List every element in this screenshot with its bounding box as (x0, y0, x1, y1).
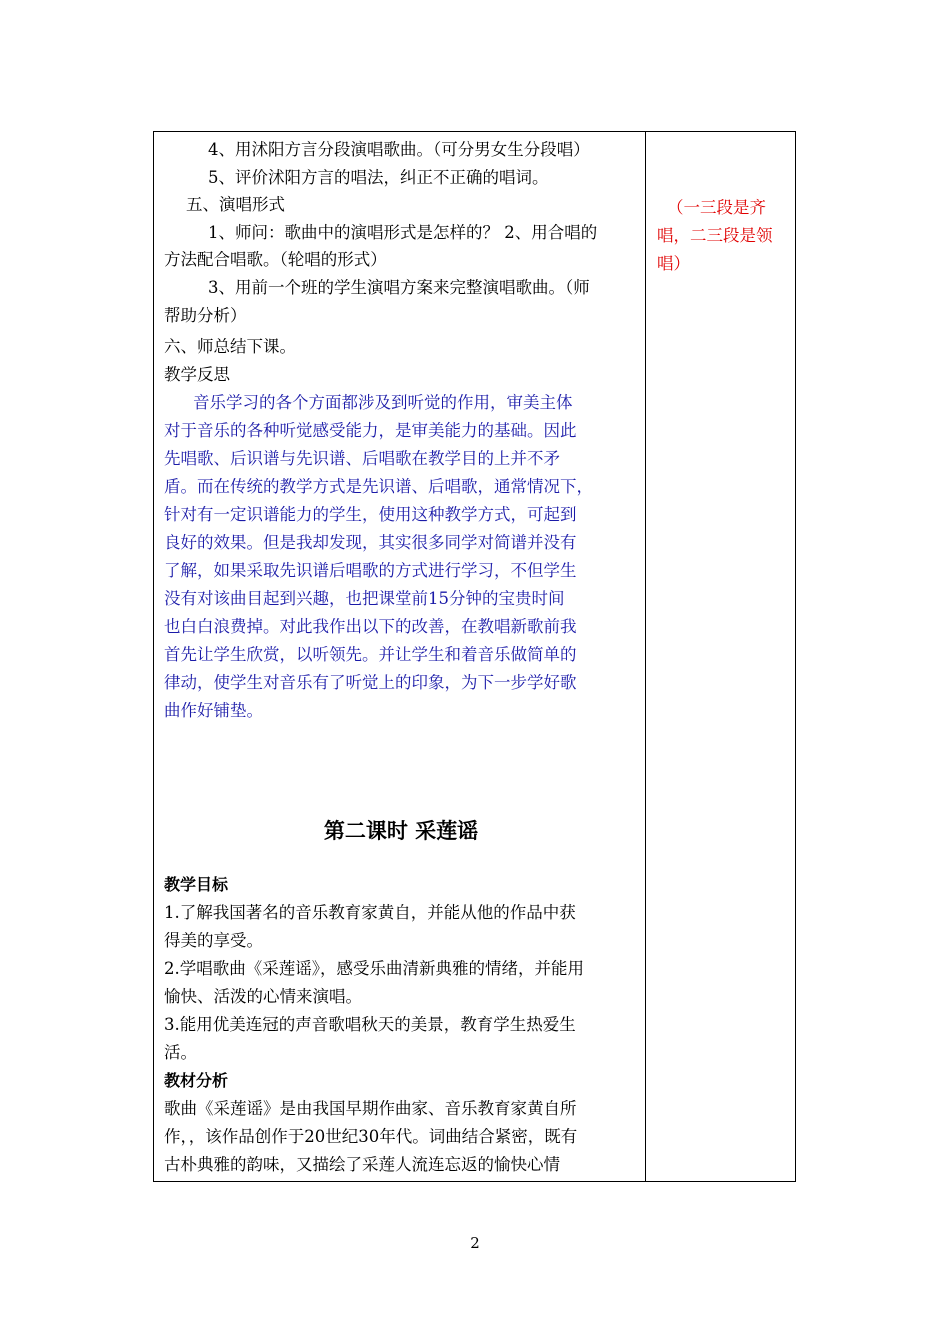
reflection-line: 盾。而在传统的教学方式是先识谱、后唱歌，通常情况下， (164, 477, 593, 496)
page-number: 2 (470, 1234, 480, 1252)
reflection-line: 也白白浪费掉。对此我作出以下的改善，在教唱新歌前我 (164, 617, 577, 636)
step-4: 4、用沭阳方言分段演唱歌曲。（可分男女生分段唱） (208, 140, 590, 159)
reflection-line: 曲作好铺垫。 (164, 701, 263, 720)
column-divider (645, 132, 646, 1181)
section-5-line: 方法配合唱歌。（轮唱的形式） (164, 250, 387, 269)
reflection-line: 律动，使学生对音乐有了听觉上的印象，为下一步学好歌 (164, 673, 577, 692)
side-note-line: 唱，二三段是领 (657, 226, 773, 245)
reflection-line: 良好的效果。但是我却发现，其实很多同学对简谱并没有 (164, 533, 577, 552)
section-5-title: 五、演唱形式 (186, 195, 285, 214)
reflection-line: 了解，如果采取先识谱后唱歌的方式进行学习，不但学生 (164, 561, 577, 580)
reflection-line: 首先让学生欣赏，以听领先。并让学生和着音乐做简单的 (164, 645, 577, 664)
objectives-heading: 教学目标 (164, 875, 229, 894)
reflection-line: 没有对该曲目起到兴趣，也把课堂前15分钟的宝贵时间 (164, 589, 565, 608)
section-5-line: 帮助分析） (164, 306, 247, 325)
objective-line: 活。 (164, 1043, 197, 1062)
analysis-line: 作，，该作品创作于20世纪30年代。词曲结合紧密，既有 (164, 1127, 578, 1146)
reflection-line: 先唱歌、后识谱与先识谱、后唱歌在教学目的上并不矛 (164, 449, 560, 468)
objective-line: 得美的享受。 (164, 931, 263, 950)
reflection-line: 对于音乐的各种听觉感受能力，是审美能力的基础。因此 (164, 421, 577, 440)
lesson-plan-table (153, 131, 796, 1182)
side-note-line: 唱） (657, 254, 690, 273)
lesson-2-title: 第二课时 采莲谣 (323, 819, 479, 843)
section-6: 六、师总结下课。 (164, 337, 296, 356)
objective-line: 1.了解我国著名的音乐教育家黄自，并能从他的作品中获 (164, 903, 576, 922)
reflection-title: 教学反思 (164, 365, 230, 384)
section-5-line: 1、师问：歌曲中的演唱形式是怎样的？ 2、用合唱的 (208, 223, 598, 242)
objective-line: 愉快、活泼的心情来演唱。 (164, 987, 362, 1006)
analysis-line: 歌曲《采莲谣》是由我国早期作曲家、音乐教育家黄自所 (164, 1099, 577, 1118)
section-5-line: 3、用前一个班的学生演唱方案来完整演唱歌曲。（师 (208, 278, 590, 297)
step-5: 5、评价沭阳方言的唱法，纠正不正确的唱词。 (208, 168, 549, 187)
objective-line: 2.学唱歌曲《采莲谣》，感受乐曲清新典雅的情绪，并能用 (164, 959, 584, 978)
side-note-line: （一三段是齐 (667, 198, 766, 217)
analysis-line: 古朴典雅的韵味，又描绘了采莲人流连忘返的愉快心情 (164, 1155, 560, 1174)
reflection-line: 针对有一定识谱能力的学生，使用这种教学方式，可起到 (164, 505, 577, 524)
reflection-line: 音乐学习的各个方面都涉及到听觉的作用，审美主体 (193, 393, 573, 412)
analysis-heading: 教材分析 (164, 1071, 229, 1090)
objective-line: 3.能用优美连冠的声音歌唱秋天的美景，教育学生热爱生 (164, 1015, 576, 1034)
